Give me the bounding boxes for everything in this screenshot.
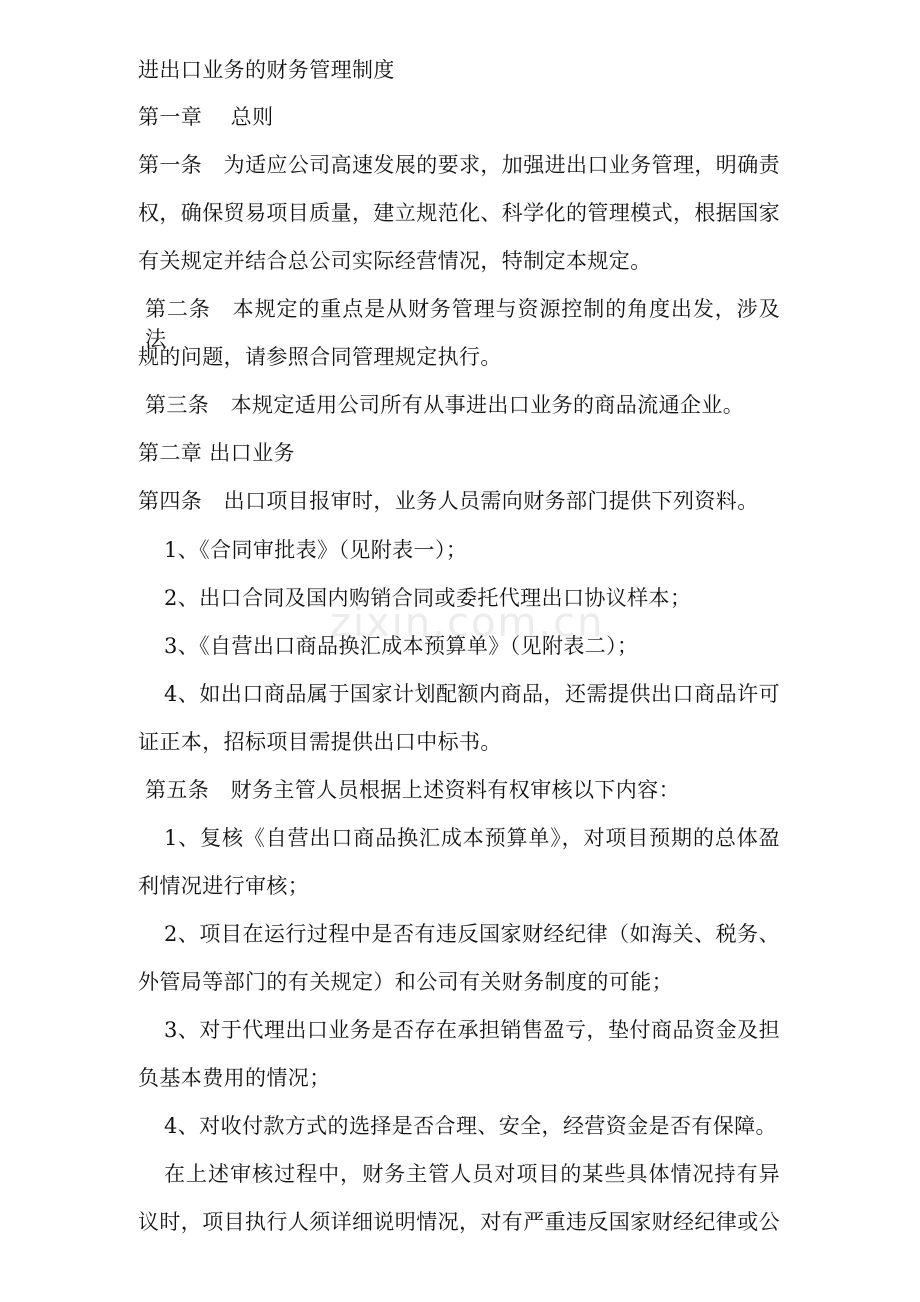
watermark: zixin.com.cn — [330, 600, 605, 646]
paragraph-line: 议时，项目执行人须详细说明情况，对有严重违反国家财经纪律或公 — [138, 1210, 780, 1234]
paragraph-line: 权，确保贸易项目质量，建立规范化、科学化的管理模式，根据国家 — [138, 201, 780, 225]
paragraph-line: 规的问题，请参照合同管理规定执行。 — [138, 345, 502, 369]
paragraph-line: 利情况进行审核； — [138, 874, 310, 898]
paragraph-line: 第五条 财务主管人员根据上述资料有权审核以下内容： — [145, 778, 680, 802]
paragraph-line: 有关规定并结合总公司实际经营情况，特制定本规定。 — [138, 249, 652, 273]
paragraph-line: 外管局等部门的有关规定）和公司有关财务制度的可能； — [138, 970, 673, 994]
list-item: 1、《合同审批表》（见附表一）； — [164, 538, 468, 562]
paragraph-line: 证正本，招标项目需提供出口中标书。 — [138, 730, 502, 754]
paragraph-line: 第一条 为适应公司高速发展的要求，加强进出口业务管理，明确责 — [138, 153, 780, 177]
paragraph-line: 第四条 出口项目报审时，业务人员需向财务部门提供下列资料。 — [138, 489, 759, 513]
list-item: 3、《自营出口商品换汇成本预算单》（见附表二）； — [164, 634, 639, 658]
list-item: 4、对收付款方式的选择是否合理、安全，经营资金是否有保障。 — [164, 1114, 777, 1138]
list-item: 4、如出口商品属于国家计划配额内商品，还需提供出口商品许可 — [164, 682, 780, 706]
paragraph-line: 在上述审核过程中，财务主管人员对项目的某些具体情况持有异 — [164, 1162, 780, 1186]
document-title: 进出口业务的财务管理制度 — [138, 58, 395, 82]
list-item: 1、复核《自营出口商品换汇成本预算单》，对项目预期的总体盈 — [164, 826, 780, 850]
list-item: 2、项目在运行过程中是否有违反国家财经纪律（如海关、税务、 — [164, 922, 780, 946]
paragraph-line: 负基本费用的情况； — [138, 1066, 331, 1090]
chapter-heading: 第二章 出口业务 — [138, 441, 295, 465]
list-item: 2、出口合同及国内购销合同或委托代理出口协议样本； — [164, 586, 692, 610]
chapter-heading: 第一章 总则 — [138, 105, 274, 129]
paragraph-line: 第二条 本规定的重点是从财务管理与资源控制的角度出发，涉及法 — [145, 297, 780, 351]
paragraph-line: 第三条 本规定适用公司所有从事进出口业务的商品流通企业。 — [145, 393, 745, 417]
list-item: 3、对于代理出口业务是否存在承担销售盈亏，垫付商品资金及担 — [164, 1018, 780, 1042]
